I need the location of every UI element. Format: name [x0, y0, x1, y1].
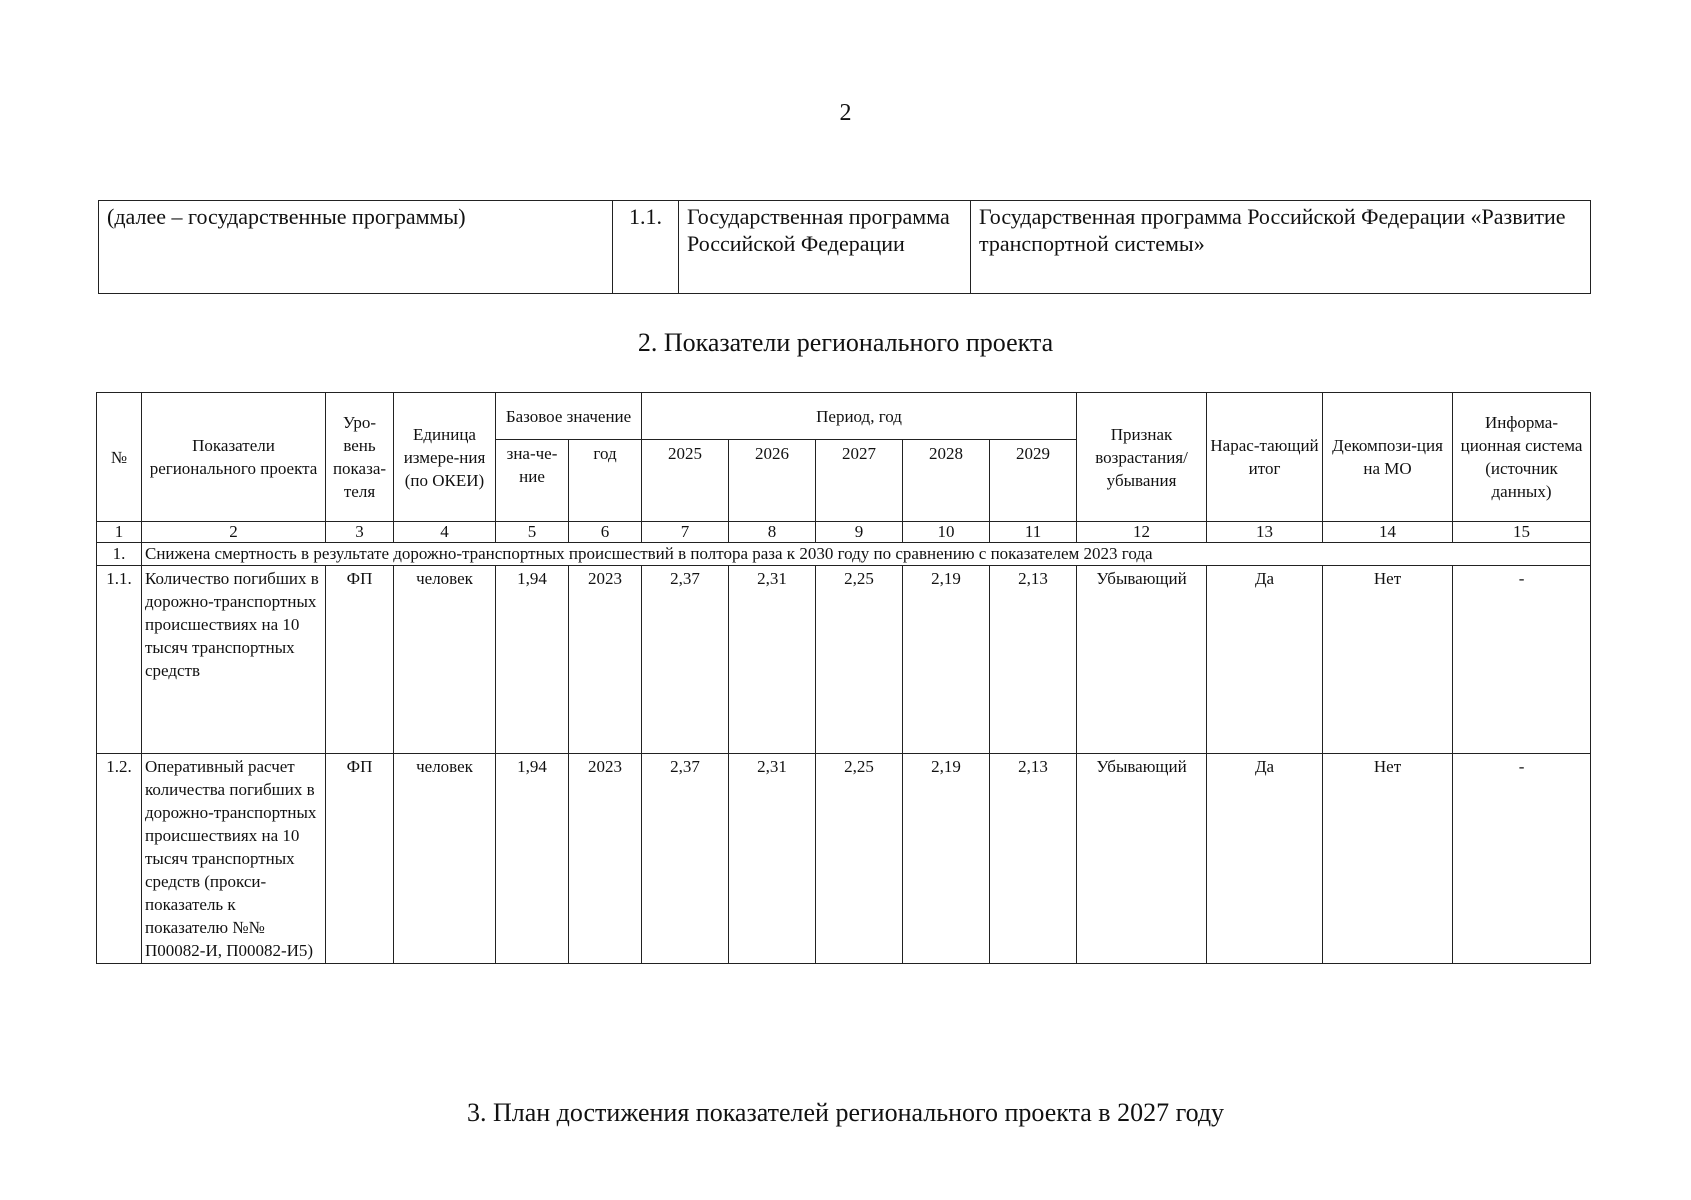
row-value-2028: 2,19 — [903, 754, 990, 964]
row-indicator-name: Количество погибших в дорожно-транспортных происшествиях на 10 тысяч транспортных средств — [142, 566, 326, 754]
header-trend: Признак возрастания/ убывания — [1077, 393, 1207, 522]
header-info-system: Информа-ционная система (источник данных) — [1453, 393, 1591, 522]
header-year-2026: 2026 — [729, 440, 816, 522]
column-number: 13 — [1207, 522, 1323, 543]
row-base-value: 1,94 — [496, 566, 569, 754]
row-value-2027: 2,25 — [816, 754, 903, 964]
row-unit: человек — [394, 754, 496, 964]
column-numbers-row — [97, 522, 1591, 543]
row-level: ФП — [326, 566, 394, 754]
indicator-row — [97, 754, 1591, 964]
row-value-2029: 2,13 — [990, 566, 1077, 754]
column-number: 5 — [496, 522, 569, 543]
column-number: 11 — [990, 522, 1077, 543]
column-number: 6 — [569, 522, 642, 543]
program-name: Государственная программа Российской Федерации «Развитие транспортной системы» — [971, 201, 1591, 294]
row-cumulative: Да — [1207, 566, 1323, 754]
header-base: Базовое значение — [496, 393, 642, 440]
program-table — [98, 200, 1591, 294]
header-period: Период, год — [642, 393, 1077, 440]
row-decomposition: Нет — [1323, 566, 1453, 754]
row-value-2029: 2,13 — [990, 754, 1077, 964]
row-indicator-name: Оперативный расчет количества погибших в дорожно-транспортных происшествиях на 10 тысяч транспортных средств (прокси-показатель к показателю №№ П00082-И, П00082-И5) — [142, 754, 326, 964]
header-year-2027: 2027 — [816, 440, 903, 522]
header-unit: Единица измере-ния (по ОКЕИ) — [394, 393, 496, 522]
row-value-2025: 2,37 — [642, 754, 729, 964]
program-row — [99, 201, 1591, 294]
program-type: Государственная программа Российской Федерации — [679, 201, 971, 294]
header-decomposition: Декомпози-ция на МО — [1323, 393, 1453, 522]
row-value-2027: 2,25 — [816, 566, 903, 754]
column-number: 12 — [1077, 522, 1207, 543]
header-indicator: Показатели регионального проекта — [142, 393, 326, 522]
indicators-table — [96, 392, 1591, 964]
header-num: № — [97, 393, 142, 522]
row-value-2028: 2,19 — [903, 566, 990, 754]
column-number: 9 — [816, 522, 903, 543]
row-num: 1.1. — [97, 566, 142, 754]
column-number: 14 — [1323, 522, 1453, 543]
column-number: 3 — [326, 522, 394, 543]
row-trend: Убывающий — [1077, 754, 1207, 964]
row-decomposition: Нет — [1323, 754, 1453, 964]
row-cumulative: Да — [1207, 754, 1323, 964]
row-value-2025: 2,37 — [642, 566, 729, 754]
column-number: 15 — [1453, 522, 1591, 543]
row-level: ФП — [326, 754, 394, 964]
header-year-2028: 2028 — [903, 440, 990, 522]
goal-num: 1. — [97, 543, 142, 566]
column-number: 4 — [394, 522, 496, 543]
row-num: 1.2. — [97, 754, 142, 964]
row-value-2026: 2,31 — [729, 754, 816, 964]
header-year-2025: 2025 — [642, 440, 729, 522]
header-year-2029: 2029 — [990, 440, 1077, 522]
row-base-value: 1,94 — [496, 754, 569, 964]
header-level: Уро-вень показа-теля — [326, 393, 394, 522]
row-unit: человек — [394, 566, 496, 754]
header-base-value: зна-че-ние — [496, 440, 569, 522]
column-number: 8 — [729, 522, 816, 543]
header-cumulative: Нарас-тающий итог — [1207, 393, 1323, 522]
row-info-system: - — [1453, 566, 1591, 754]
column-number: 10 — [903, 522, 990, 543]
row-base-year: 2023 — [569, 754, 642, 964]
page-number: 2 — [839, 100, 852, 126]
row-info-system: - — [1453, 754, 1591, 964]
header-row-1 — [97, 393, 1591, 440]
row-trend: Убывающий — [1077, 566, 1207, 754]
section-3-title: 3. План достижения показателей регионального проекта в 2027 году — [466, 1098, 1225, 1127]
program-left-text: (далее – государственные программы) — [99, 201, 613, 294]
indicator-row — [97, 566, 1591, 754]
column-number: 1 — [97, 522, 142, 543]
program-item-number: 1.1. — [613, 201, 679, 294]
goal-row — [97, 543, 1591, 566]
goal-text: Снижена смертность в результате дорожно-транспортных происшествий в полтора раза к 2030 году по сравнению с показателем 2023 года — [142, 543, 1591, 566]
section-2-title: 2. Показатели регионального проекта — [637, 328, 1054, 357]
row-value-2026: 2,31 — [729, 566, 816, 754]
row-base-year: 2023 — [569, 566, 642, 754]
column-number: 7 — [642, 522, 729, 543]
column-number: 2 — [142, 522, 326, 543]
header-base-year: год — [569, 440, 642, 522]
